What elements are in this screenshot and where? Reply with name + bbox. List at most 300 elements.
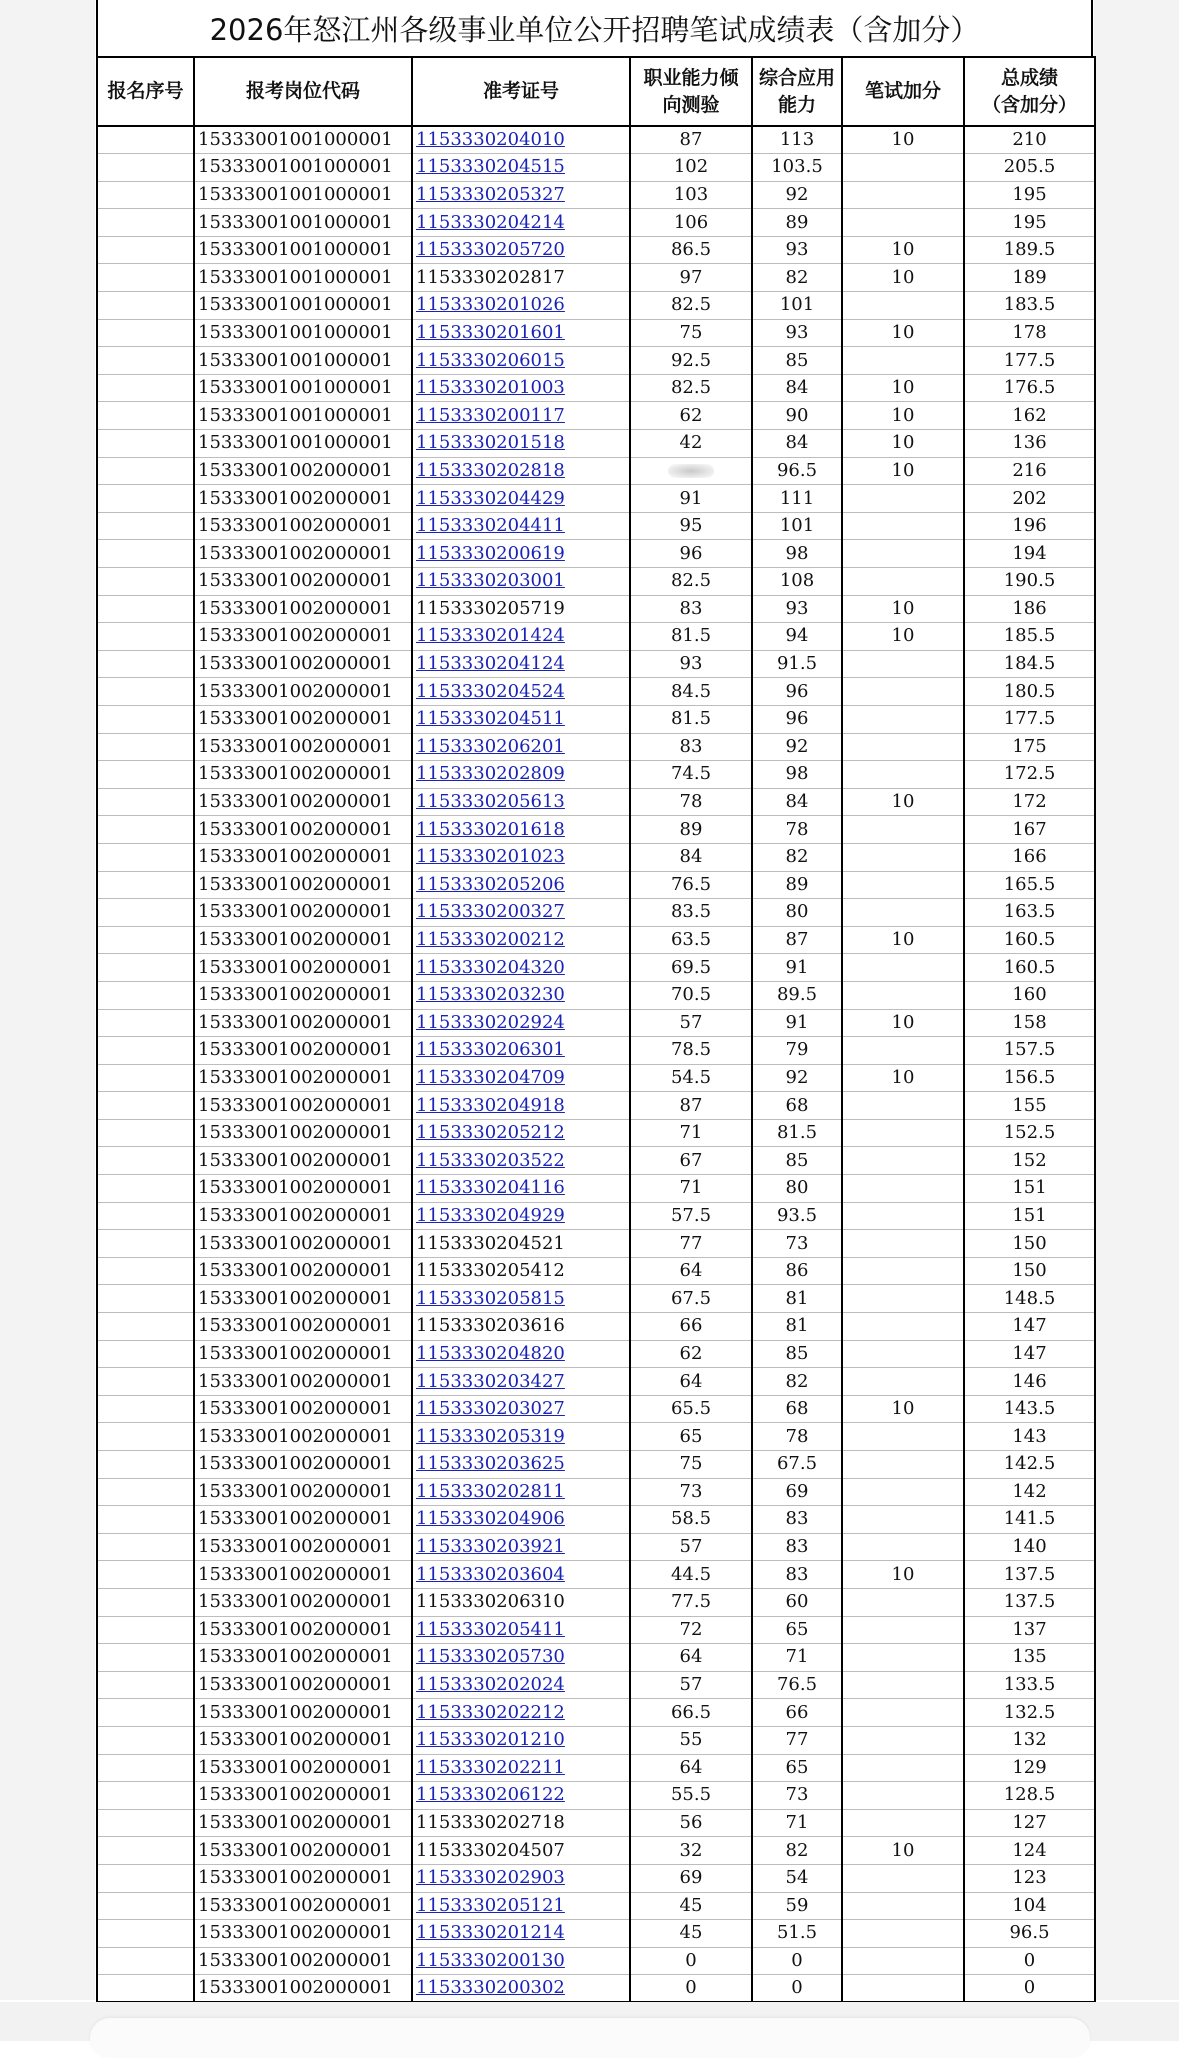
cell-post-code: 15333001002000001 — [194, 1947, 412, 1975]
cell-exam-number[interactable] — [412, 733, 630, 761]
cell-seq — [97, 1892, 194, 1920]
cell-aptitude: 65 — [630, 1423, 752, 1451]
cell-total: 194 — [964, 540, 1095, 568]
cell-exam-number[interactable] — [412, 1644, 630, 1672]
exam-number-link[interactable]: 1153330200130 — [416, 1949, 565, 1971]
exam-number-link[interactable]: 1153330201618 — [416, 818, 565, 840]
right-margin — [1094, 0, 1179, 2000]
cell-total: 195 — [964, 181, 1095, 209]
cell-bonus — [842, 1892, 964, 1920]
cell-seq — [97, 1230, 194, 1258]
cell-applied: 96 — [752, 705, 842, 733]
exam-number-link[interactable]: 1153330204429 — [416, 487, 565, 509]
cell-applied: 93 — [752, 319, 842, 347]
cell-bonus — [842, 1533, 964, 1561]
cell-seq — [97, 981, 194, 1009]
cell-post-code: 15333001001000001 — [194, 292, 412, 320]
cell-aptitude — [630, 457, 752, 485]
cell-seq — [97, 1616, 194, 1644]
table-row — [97, 209, 1095, 237]
exam-number-link[interactable]: 1153330201023 — [416, 846, 565, 868]
cell-total: 0 — [964, 1975, 1095, 2003]
cell-exam-number[interactable] — [412, 1395, 630, 1423]
cell-post-code: 15333001002000001 — [194, 1782, 412, 1810]
cell-seq — [97, 209, 194, 237]
exam-number-link[interactable]: 1153330200302 — [416, 1977, 565, 1999]
exam-number-link[interactable]: 1153330202211 — [416, 1756, 565, 1778]
cell-applied: 84 — [752, 430, 842, 458]
exam-number-link[interactable]: 1153330205411 — [416, 1618, 565, 1640]
cell-exam-number[interactable] — [412, 761, 630, 789]
exam-number-link[interactable]: 1153330205327 — [416, 183, 565, 205]
exam-number-link[interactable]: 1153330203522 — [416, 1149, 565, 1171]
exam-number-link[interactable]: 1153330202809 — [416, 763, 565, 785]
table-row — [97, 871, 1095, 899]
cell-aptitude: 76.5 — [630, 871, 752, 899]
cell-exam-number[interactable] — [412, 1147, 630, 1175]
cell-post-code: 15333001002000001 — [194, 678, 412, 706]
cell-exam-number[interactable] — [412, 1782, 630, 1810]
exam-number-link[interactable]: 1153330202811 — [416, 1480, 565, 1502]
cell-bonus — [842, 1671, 964, 1699]
cell-applied: 82 — [752, 264, 842, 292]
cell-exam-number[interactable] — [412, 981, 630, 1009]
exam-number-text: 1153330205412 — [416, 1260, 565, 1282]
table-row — [97, 678, 1095, 706]
header-post-code: 报考岗位代码 — [194, 57, 412, 126]
cell-post-code: 15333001002000001 — [194, 1285, 412, 1313]
cell-post-code: 15333001002000001 — [194, 1671, 412, 1699]
cell-post-code: 15333001002000001 — [194, 1920, 412, 1948]
exam-number-link[interactable]: 1153330203230 — [416, 984, 565, 1006]
cell-bonus — [842, 1864, 964, 1892]
cell-exam-number[interactable] — [412, 1754, 630, 1782]
cell-post-code: 15333001002000001 — [194, 595, 412, 623]
exam-number-link[interactable]: 1153330204320 — [416, 956, 565, 978]
cell-post-code: 15333001002000001 — [194, 1423, 412, 1451]
cell-exam-number[interactable] — [412, 1368, 630, 1396]
exam-number-link[interactable]: 1153330205815 — [416, 1287, 565, 1309]
cell-applied: 94 — [752, 623, 842, 651]
exam-number-link[interactable]: 1153330202924 — [416, 1011, 565, 1033]
exam-number-link[interactable]: 1153330205206 — [416, 873, 565, 895]
exam-number-link[interactable]: 1153330203625 — [416, 1453, 565, 1475]
table-row — [97, 1864, 1095, 1892]
cell-exam-number[interactable] — [412, 236, 630, 264]
cell-exam-number[interactable] — [412, 816, 630, 844]
cell-applied: 91.5 — [752, 650, 842, 678]
cell-total: 137.5 — [964, 1561, 1095, 1589]
cell-bonus — [842, 568, 964, 596]
cell-aptitude: 78 — [630, 788, 752, 816]
cell-total: 155 — [964, 1092, 1095, 1120]
exam-number-link[interactable]: 1153330204124 — [416, 653, 565, 675]
cell-exam-number[interactable] — [412, 154, 630, 182]
cell-applied: 108 — [752, 568, 842, 596]
cell-seq — [97, 1092, 194, 1120]
cell-exam-number[interactable] — [412, 843, 630, 871]
cell-total: 167 — [964, 816, 1095, 844]
table-row — [97, 1147, 1095, 1175]
cell-exam-number[interactable] — [412, 126, 630, 154]
cell-post-code: 15333001002000001 — [194, 1588, 412, 1616]
cell-applied: 89 — [752, 871, 842, 899]
exam-number-link[interactable]: 1153330204116 — [416, 1177, 565, 1199]
cell-post-code: 15333001002000001 — [194, 1064, 412, 1092]
table-row — [97, 1175, 1095, 1203]
cell-exam-number[interactable] — [412, 430, 630, 458]
cell-exam-number[interactable] — [412, 1423, 630, 1451]
cell-applied: 93.5 — [752, 1202, 842, 1230]
cell-exam-number[interactable] — [412, 705, 630, 733]
header-applied — [752, 57, 842, 126]
exam-number-link[interactable]: 1153330204515 — [416, 156, 565, 178]
table-row — [97, 1285, 1095, 1313]
cell-seq — [97, 1947, 194, 1975]
cell-bonus — [842, 1809, 964, 1837]
cell-exam-number[interactable] — [412, 954, 630, 982]
cell-aptitude: 66 — [630, 1313, 752, 1341]
cell-exam-number[interactable] — [412, 1119, 630, 1147]
cell-total: 195 — [964, 209, 1095, 237]
exam-number-link[interactable]: 1153330200619 — [416, 542, 565, 564]
cell-exam-number[interactable] — [412, 1202, 630, 1230]
cell-bonus — [842, 1782, 964, 1810]
exam-number-link[interactable]: 1153330205720 — [416, 239, 565, 261]
exam-number-link[interactable]: 1153330204709 — [416, 1066, 565, 1088]
cell-total: 177.5 — [964, 705, 1095, 733]
cell-bonus — [842, 1423, 964, 1451]
exam-number-link[interactable]: 1153330203027 — [416, 1398, 565, 1420]
cell-exam-number[interactable] — [412, 1920, 630, 1948]
cell-exam-number[interactable] — [412, 1533, 630, 1561]
exam-number-link[interactable]: 1153330202903 — [416, 1867, 565, 1889]
cell-seq — [97, 1119, 194, 1147]
exam-number-link[interactable]: 1153330201026 — [416, 294, 565, 316]
cell-exam-number[interactable] — [412, 871, 630, 899]
exam-number-link[interactable]: 1153330204214 — [416, 211, 565, 233]
table-row — [97, 292, 1095, 320]
cell-applied: 92 — [752, 1064, 842, 1092]
cell-exam-number[interactable] — [412, 788, 630, 816]
cell-aptitude: 78.5 — [630, 1037, 752, 1065]
cell-aptitude: 71 — [630, 1175, 752, 1203]
cell-applied: 85 — [752, 1147, 842, 1175]
cell-aptitude: 82.5 — [630, 568, 752, 596]
cell-bonus: 10 — [842, 264, 964, 292]
table-row — [97, 1644, 1095, 1672]
cell-total: 127 — [964, 1809, 1095, 1837]
exam-number-link[interactable]: 1153330204010 — [416, 129, 565, 151]
cell-total: 183.5 — [964, 292, 1095, 320]
cell-total: 166 — [964, 843, 1095, 871]
exam-number-link[interactable]: 1153330206015 — [416, 349, 565, 371]
cell-seq — [97, 1975, 194, 2003]
bottom-input-pill[interactable] — [90, 2018, 1090, 2058]
cell-applied: 84 — [752, 788, 842, 816]
cell-seq — [97, 1533, 194, 1561]
exam-number-link[interactable]: 1153330204820 — [416, 1342, 565, 1364]
cell-total: 96.5 — [964, 1920, 1095, 1948]
cell-seq — [97, 1313, 194, 1341]
cell-total: 210 — [964, 126, 1095, 154]
cell-exam-number[interactable] — [412, 292, 630, 320]
cell-bonus: 10 — [842, 374, 964, 402]
cell-exam-number[interactable] — [412, 623, 630, 651]
cell-exam-number[interactable] — [412, 1478, 630, 1506]
cell-bonus — [842, 1726, 964, 1754]
cell-exam-number[interactable] — [412, 209, 630, 237]
cell-seq — [97, 347, 194, 375]
cell-seq — [97, 1395, 194, 1423]
cell-post-code: 15333001002000001 — [194, 981, 412, 1009]
cell-applied: 92 — [752, 181, 842, 209]
exam-number-link[interactable]: 1153330202818 — [416, 459, 565, 481]
exam-number-link[interactable]: 1153330200327 — [416, 901, 565, 923]
cell-exam-number[interactable] — [412, 402, 630, 430]
exam-number-link[interactable]: 1153330205121 — [416, 1894, 565, 1916]
cell-exam-number[interactable] — [412, 457, 630, 485]
cell-aptitude: 92.5 — [630, 347, 752, 375]
cell-post-code: 15333001001000001 — [194, 154, 412, 182]
table-row — [97, 1561, 1095, 1589]
cell-exam-number[interactable] — [412, 1892, 630, 1920]
exam-number-link[interactable]: 1153330202024 — [416, 1674, 565, 1696]
cell-bonus — [842, 899, 964, 927]
table-row — [97, 761, 1095, 789]
exam-number-link[interactable]: 1153330205613 — [416, 791, 565, 813]
exam-number-link[interactable]: 1153330204906 — [416, 1508, 565, 1530]
cell-seq — [97, 1202, 194, 1230]
table-row — [97, 1478, 1095, 1506]
cell-aptitude: 93 — [630, 650, 752, 678]
exam-number-link[interactable]: 1153330200212 — [416, 929, 565, 951]
cell-seq — [97, 1257, 194, 1285]
cell-exam-number[interactable] — [412, 899, 630, 927]
header-aptitude — [630, 57, 752, 126]
cell-bonus — [842, 1644, 964, 1672]
cell-total: 124 — [964, 1837, 1095, 1865]
cell-exam-number[interactable] — [412, 1175, 630, 1203]
cell-exam-number[interactable] — [412, 1864, 630, 1892]
table-row — [97, 1230, 1095, 1258]
cell-post-code: 15333001001000001 — [194, 209, 412, 237]
cell-exam-number[interactable] — [412, 926, 630, 954]
cell-aptitude: 69.5 — [630, 954, 752, 982]
exam-number-link[interactable]: 1153330201210 — [416, 1729, 565, 1751]
cell-applied: 111 — [752, 485, 842, 513]
cell-aptitude: 0 — [630, 1947, 752, 1975]
cell-aptitude: 84 — [630, 843, 752, 871]
exam-number-link[interactable]: 1153330201518 — [416, 432, 565, 454]
cell-bonus — [842, 1230, 964, 1258]
cell-aptitude: 45 — [630, 1892, 752, 1920]
cell-total: 156.5 — [964, 1064, 1095, 1092]
table-row — [97, 402, 1095, 430]
table-row — [97, 512, 1095, 540]
cell-post-code: 15333001002000001 — [194, 1892, 412, 1920]
exam-number-link[interactable]: 1153330203604 — [416, 1563, 565, 1585]
cell-bonus — [842, 705, 964, 733]
table-row — [97, 1782, 1095, 1810]
cell-bonus: 10 — [842, 788, 964, 816]
cell-aptitude: 106 — [630, 209, 752, 237]
table-row — [97, 1423, 1095, 1451]
exam-number-link[interactable]: 1153330201003 — [416, 377, 565, 399]
cell-seq — [97, 816, 194, 844]
cell-exam-number[interactable] — [412, 1092, 630, 1120]
cell-exam-number[interactable] — [412, 485, 630, 513]
cell-total: 176.5 — [964, 374, 1095, 402]
table-row — [97, 705, 1095, 733]
exam-number-link[interactable]: 1153330206301 — [416, 1039, 565, 1061]
cell-total: 160.5 — [964, 954, 1095, 982]
cell-exam-number[interactable] — [412, 1285, 630, 1313]
exam-number-link[interactable]: 1153330204918 — [416, 1094, 565, 1116]
cell-total: 141.5 — [964, 1506, 1095, 1534]
cell-exam-number[interactable] — [412, 347, 630, 375]
cell-applied: 98 — [752, 761, 842, 789]
cell-exam-number[interactable] — [412, 1699, 630, 1727]
table-row — [97, 319, 1095, 347]
table-row — [97, 1395, 1095, 1423]
header-total-line1: 总成绩 — [1000, 66, 1058, 89]
cell-aptitude: 57 — [630, 1671, 752, 1699]
header-total — [964, 57, 1095, 126]
exam-number-link[interactable]: 1153330206201 — [416, 735, 565, 757]
cell-exam-number[interactable] — [412, 1726, 630, 1754]
header-applied-line1: 综合应用 — [758, 66, 835, 89]
cell-exam-number[interactable] — [412, 678, 630, 706]
cell-total: 147 — [964, 1340, 1095, 1368]
cell-exam-number[interactable] — [412, 650, 630, 678]
exam-number-link[interactable]: 1153330204929 — [416, 1204, 565, 1226]
cell-aptitude: 32 — [630, 1837, 752, 1865]
exam-number-link[interactable]: 1153330203001 — [416, 570, 565, 592]
cell-aptitude: 55.5 — [630, 1782, 752, 1810]
cell-aptitude: 77.5 — [630, 1588, 752, 1616]
exam-number-link[interactable]: 1153330205212 — [416, 1122, 565, 1144]
cell-exam-number[interactable] — [412, 374, 630, 402]
cell-applied: 68 — [752, 1092, 842, 1120]
cell-exam-number — [412, 1230, 630, 1258]
cell-exam-number[interactable] — [412, 512, 630, 540]
exam-number-link[interactable]: 1153330204511 — [416, 708, 565, 730]
header-total-line2: （含加分） — [981, 93, 1077, 116]
cell-exam-number[interactable] — [412, 1671, 630, 1699]
table-row — [97, 1671, 1095, 1699]
cell-total: 104 — [964, 1892, 1095, 1920]
exam-number-link[interactable]: 1153330206122 — [416, 1784, 565, 1806]
table-header-row — [97, 57, 1095, 126]
exam-number-link[interactable]: 1153330201214 — [416, 1922, 565, 1944]
cell-total: 160 — [964, 981, 1095, 1009]
cell-aptitude: 95 — [630, 512, 752, 540]
exam-number-link[interactable]: 1153330202212 — [416, 1701, 565, 1723]
cell-bonus — [842, 1147, 964, 1175]
exam-number-link[interactable]: 1153330201424 — [416, 625, 565, 647]
cell-total: 128.5 — [964, 1782, 1095, 1810]
cell-applied: 91 — [752, 954, 842, 982]
cell-exam-number[interactable] — [412, 319, 630, 347]
exam-number-link[interactable]: 1153330205730 — [416, 1646, 565, 1668]
cell-applied: 84 — [752, 374, 842, 402]
cell-seq — [97, 926, 194, 954]
exam-number-link[interactable]: 1153330203427 — [416, 1370, 565, 1392]
cell-post-code: 15333001002000001 — [194, 1119, 412, 1147]
table-row — [97, 733, 1095, 761]
cell-seq — [97, 705, 194, 733]
cell-exam-number[interactable] — [412, 1037, 630, 1065]
exam-number-link[interactable]: 1153330204411 — [416, 515, 565, 537]
cell-applied: 93 — [752, 595, 842, 623]
cell-exam-number[interactable] — [412, 1451, 630, 1479]
cell-seq — [97, 1478, 194, 1506]
exam-number-link[interactable]: 1153330203921 — [416, 1536, 565, 1558]
cell-applied: 65 — [752, 1616, 842, 1644]
exam-number-text: 1153330206310 — [416, 1591, 565, 1613]
cell-seq — [97, 1423, 194, 1451]
table-row — [97, 1975, 1095, 2003]
table-row — [97, 347, 1095, 375]
table-row — [97, 1754, 1095, 1782]
exam-number-link[interactable]: 1153330204524 — [416, 680, 565, 702]
cell-bonus — [842, 871, 964, 899]
cell-applied: 76.5 — [752, 1671, 842, 1699]
exam-number-link[interactable]: 1153330201601 — [416, 321, 565, 343]
cell-seq — [97, 1754, 194, 1782]
cell-exam-number[interactable] — [412, 1561, 630, 1589]
cell-aptitude: 83 — [630, 733, 752, 761]
cell-exam-number[interactable] — [412, 1064, 630, 1092]
cell-bonus — [842, 1699, 964, 1727]
cell-bonus: 10 — [842, 402, 964, 430]
cell-applied: 0 — [752, 1947, 842, 1975]
cell-seq — [97, 457, 194, 485]
cell-applied: 69 — [752, 1478, 842, 1506]
cell-aptitude: 56 — [630, 1809, 752, 1837]
cell-exam-number[interactable] — [412, 1616, 630, 1644]
cell-post-code: 15333001002000001 — [194, 457, 412, 485]
cell-exam-number[interactable] — [412, 181, 630, 209]
cell-bonus — [842, 954, 964, 982]
cell-seq — [97, 1588, 194, 1616]
cell-exam-number[interactable] — [412, 540, 630, 568]
exam-number-link[interactable]: 1153330200117 — [416, 404, 565, 426]
cell-exam-number[interactable] — [412, 1009, 630, 1037]
cell-total: 137.5 — [964, 1588, 1095, 1616]
cell-bonus — [842, 1119, 964, 1147]
table-row — [97, 1588, 1095, 1616]
cell-exam-number[interactable] — [412, 1340, 630, 1368]
cell-bonus: 10 — [842, 926, 964, 954]
cell-seq — [97, 595, 194, 623]
table-row — [97, 236, 1095, 264]
cell-exam-number[interactable] — [412, 568, 630, 596]
cell-aptitude: 57 — [630, 1009, 752, 1037]
table-row — [97, 1037, 1095, 1065]
cell-exam-number[interactable] — [412, 1947, 630, 1975]
cell-exam-number[interactable] — [412, 1506, 630, 1534]
table-row — [97, 374, 1095, 402]
cell-bonus — [842, 1975, 964, 2003]
exam-number-link[interactable]: 1153330205319 — [416, 1425, 565, 1447]
cell-exam-number — [412, 1257, 630, 1285]
cell-aptitude: 62 — [630, 402, 752, 430]
cell-total: 205.5 — [964, 154, 1095, 182]
cell-applied: 101 — [752, 292, 842, 320]
cell-exam-number[interactable] — [412, 1975, 630, 2003]
